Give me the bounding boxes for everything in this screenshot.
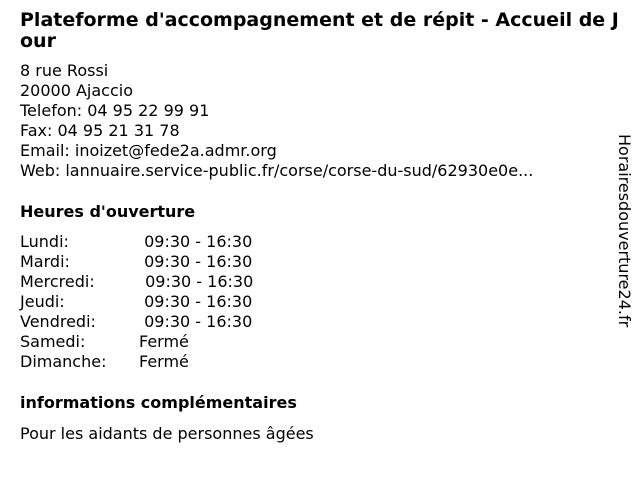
phone-number: Telefon: 04 95 22 99 91	[20, 101, 210, 120]
day-hours: 09:30 - 16:30	[139, 252, 253, 271]
day-hours: 09:30 - 16:30	[139, 232, 253, 251]
street-address: 8 rue Rossi	[20, 61, 109, 80]
day-hours: 09:30 - 16:30	[139, 292, 253, 311]
hours-table	[20, 232, 620, 372]
hours-row-saturday	[20, 332, 620, 352]
day-label: Mardi:	[20, 252, 70, 271]
website-url: Web: lannuaire.service-public.fr/corse/corse-du-sud/62930e0e...	[20, 161, 534, 180]
site-watermark: Horairesdouverture24.fr	[615, 134, 634, 328]
hours-row-tuesday	[20, 252, 620, 272]
hours-row-friday	[20, 312, 620, 332]
hours-row-sunday	[20, 352, 620, 372]
info-heading: informations complémentaires	[20, 393, 297, 412]
day-hours: Fermé	[139, 352, 189, 371]
day-label: Vendredi:	[20, 312, 96, 331]
hours-heading: Heures d'ouverture	[20, 202, 196, 221]
email-address: Email: inoizet@fede2a.admr.org	[20, 141, 277, 160]
day-label: Mercredi:	[20, 272, 95, 291]
day-hours: Fermé	[139, 332, 189, 351]
hours-row-wednesday	[20, 272, 620, 292]
contact-block	[20, 61, 620, 181]
day-hours: 09:30 - 16:30	[140, 272, 254, 291]
listing-card	[20, 10, 620, 444]
day-label: Dimanche:	[20, 352, 107, 371]
day-label: Jeudi:	[20, 292, 65, 311]
city-address: 20000 Ajaccio	[20, 81, 134, 100]
day-hours: 09:30 - 16:30	[139, 312, 253, 331]
hours-row-thursday	[20, 292, 620, 312]
day-label: Samedi:	[20, 332, 86, 351]
hours-row-monday	[20, 232, 620, 252]
day-label: Lundi:	[20, 232, 69, 251]
page-title: Plateforme d'accompagnement et de répit - Accueil de Jour	[20, 9, 619, 52]
fax-number: Fax: 04 95 21 31 78	[20, 121, 180, 140]
info-text: Pour les aidants de personnes âgées	[20, 424, 314, 443]
